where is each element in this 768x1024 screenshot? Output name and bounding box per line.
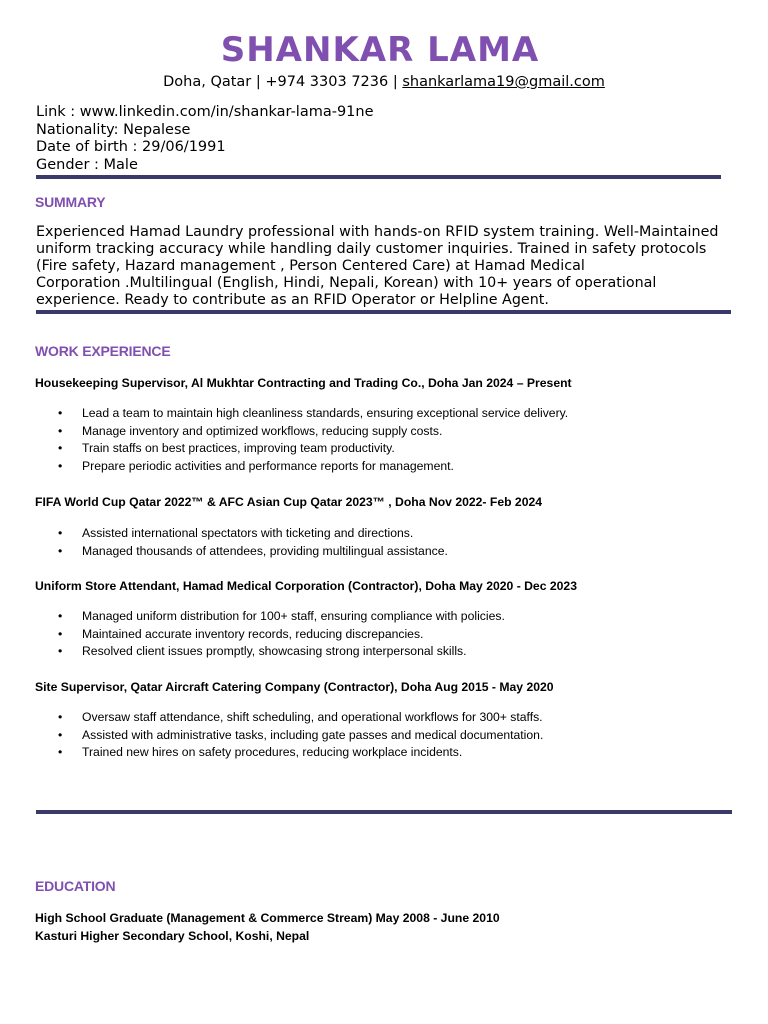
job-title: Site Supervisor, Qatar Aircraft Catering Company (Contractor), Doha Aug 2015 - May 2020: [35, 680, 554, 694]
date-of-birth: Date of birth : 29/06/1991: [36, 139, 226, 155]
bullet-text: Assisted international spectators with ticketing and directions.: [82, 526, 414, 540]
summary-heading: SUMMARY: [35, 194, 106, 210]
bullet-text: Trained new hires on safety procedures, reducing workplace incidents.: [82, 745, 463, 759]
summary-text: [36, 224, 726, 309]
email-link[interactable]: shankarlama19@gmail.com: [402, 74, 605, 90]
education-degree: High School Graduate (Management & Commerce Stream) May 2008 - June 2010: [35, 911, 500, 925]
summary-line: (Fire safety, Hazard management , Person Centered Care) at Hamad Medical: [36, 258, 585, 274]
linkedin-link[interactable]: Link : www.linkedin.com/in/shankar-lama-91ne: [36, 104, 374, 120]
divider-experience: [36, 810, 732, 814]
bullet-icon: •: [58, 424, 63, 438]
work-experience-heading: WORK EXPERIENCE: [35, 343, 171, 359]
bullet-icon: •: [58, 728, 63, 742]
education-heading: EDUCATION: [35, 878, 116, 894]
bullet-icon: •: [58, 459, 63, 473]
bullet-icon: •: [58, 745, 63, 759]
job-bullet: [58, 609, 505, 623]
job-bullet: [58, 544, 448, 558]
job-bullet: [58, 406, 568, 420]
summary-line: Experienced Hamad Laundry professional with hands-on RFID system training. Well-Maintained: [36, 224, 719, 240]
bullet-text: Assisted with administrative tasks, including gate passes and medical documentation.: [82, 728, 544, 742]
summary-line: experience. Ready to contribute as an RFID Operator or Helpline Agent.: [36, 292, 549, 308]
bullet-icon: •: [58, 406, 63, 420]
nationality: Nationality: Nepalese: [36, 122, 191, 138]
bullet-text: Manage inventory and optimized workflows, reducing supply costs.: [82, 424, 443, 438]
divider-summary: [36, 310, 731, 314]
education-school: Kasturi Higher Secondary School, Koshi, Nepal: [35, 929, 310, 943]
bullet-icon: •: [58, 544, 63, 558]
divider-header: [36, 175, 721, 179]
job-bullet: [58, 644, 467, 658]
job-title: FIFA World Cup Qatar 2022™ & AFC Asian Cup Qatar 2023™ , Doha Nov 2022- Feb 2024: [35, 495, 543, 509]
summary-line: uniform tracking accuracy while handling daily customer inquiries. Trained in safety protocols: [36, 241, 707, 257]
job-bullet: [58, 424, 442, 438]
summary-line: Corporation .Multilingual (English, Hindi, Nepali, Korean) with 10+ years of operational: [36, 275, 657, 291]
job-title: Housekeeping Supervisor, Al Mukhtar Contracting and Trading Co., Doha Jan 2024 – Present: [35, 376, 572, 390]
job-bullet: [58, 526, 413, 540]
job-bullet: [58, 627, 423, 641]
bullet-text: Managed thousands of attendees, providing multilingual assistance.: [82, 544, 448, 558]
bullet-icon: •: [58, 644, 63, 658]
bullet-icon: •: [58, 710, 63, 724]
job-bullet: [58, 459, 454, 473]
bullet-icon: •: [58, 526, 63, 540]
contact-line: [0, 73, 768, 91]
job-bullet: [58, 728, 543, 742]
bullet-icon: •: [58, 627, 63, 641]
bullet-text: Prepare periodic activities and performance reports for management.: [82, 459, 454, 473]
bullet-text: Managed uniform distribution for 100+ staff, ensuring compliance with policies.: [82, 609, 505, 623]
job-title: Uniform Store Attendant, Hamad Medical Corporation (Contractor), Doha May 2020 - Dec 2023: [35, 579, 577, 593]
bullet-text: Train staffs on best practices, improving team productivity.: [82, 441, 395, 455]
bullet-text: Oversaw staff attendance, shift scheduling, and operational workflows for 300+ staffs.: [82, 710, 543, 724]
bullet-icon: •: [58, 609, 63, 623]
gender: Gender : Male: [36, 157, 138, 173]
job-bullet: [58, 710, 543, 724]
contact-details: Doha, Qatar | +974 3303 7236 |: [163, 74, 403, 90]
candidate-name: SHANKAR LAMA: [220, 30, 540, 70]
bullet-text: Maintained accurate inventory records, reducing discrepancies.: [82, 627, 424, 641]
bullet-text: Resolved client issues promptly, showcasing strong interpersonal skills.: [82, 644, 467, 658]
bullet-text: Lead a team to maintain high cleanliness standards, ensuring exceptional service delivery.: [82, 406, 569, 420]
job-bullet: [58, 745, 462, 759]
job-bullet: [58, 441, 395, 455]
bullet-icon: •: [58, 441, 63, 455]
